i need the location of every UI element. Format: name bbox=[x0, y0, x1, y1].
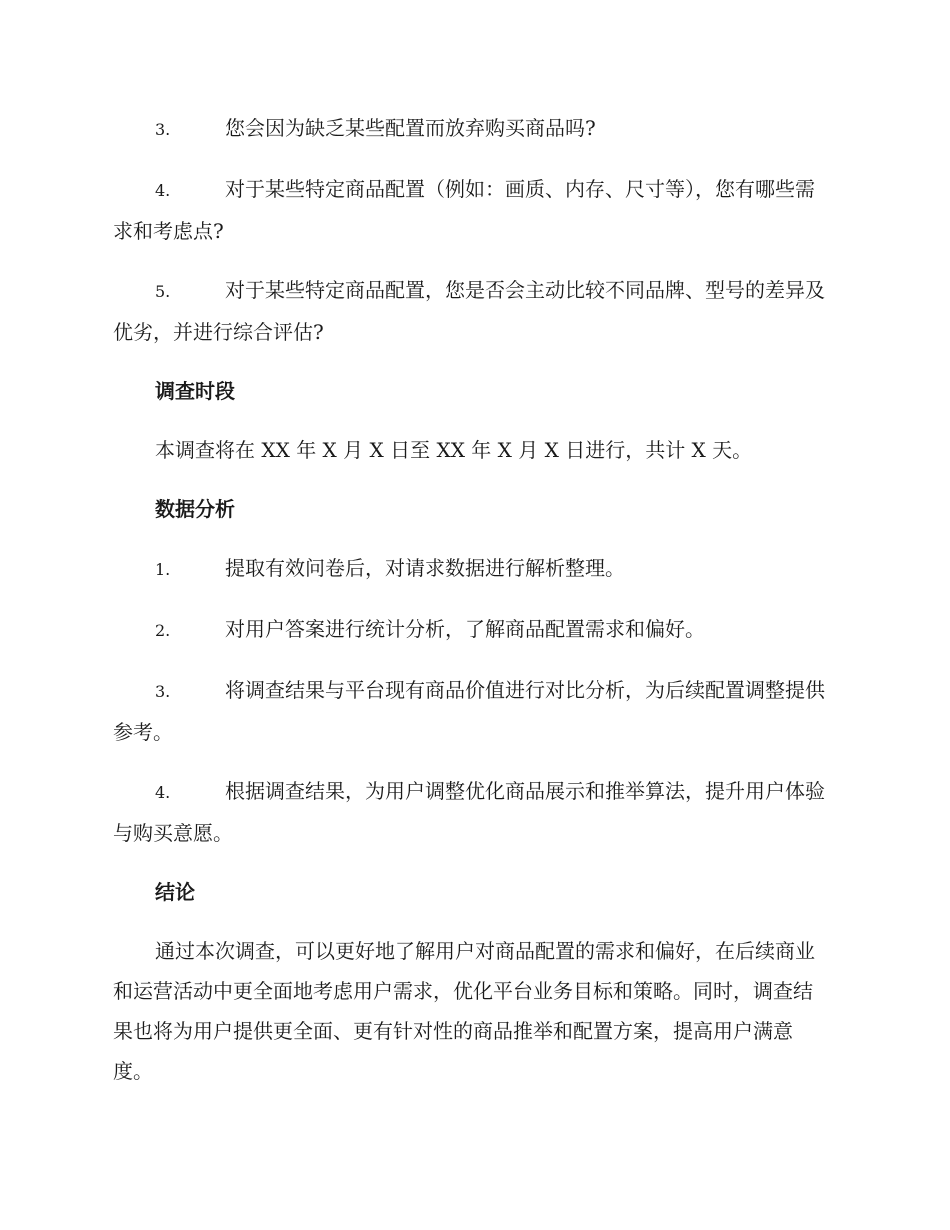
analysis-item-3 bbox=[113, 670, 832, 752]
list-text: 根据调查结果，为用户调整优化商品展示和推举算法，提升用户体验与购买意愿。 bbox=[113, 779, 825, 845]
question-item-3 bbox=[113, 108, 832, 150]
question-item-4 bbox=[113, 169, 832, 251]
list-number: 2. bbox=[155, 621, 171, 640]
list-number: 1. bbox=[155, 560, 171, 579]
analysis-item-1 bbox=[113, 548, 832, 590]
list-number: 5. bbox=[155, 282, 171, 301]
list-number: 4. bbox=[155, 783, 171, 802]
heading-data-analysis: 数据分析 bbox=[155, 497, 235, 521]
question-item-5 bbox=[113, 270, 832, 352]
list-number: 3. bbox=[155, 120, 171, 139]
heading-survey-period: 调查时段 bbox=[155, 379, 235, 403]
list-text: 对于某些特定商品配置（例如：画质、内存、尺寸等），您有哪些需求和考虑点? bbox=[113, 177, 815, 243]
list-number: 4. bbox=[155, 181, 171, 200]
list-number: 3. bbox=[155, 682, 171, 701]
analysis-item-2 bbox=[113, 609, 832, 651]
list-text: 提取有效问卷后，对请求数据进行解析整理。 bbox=[225, 556, 625, 580]
analysis-item-4 bbox=[113, 771, 832, 853]
list-text: 对于某些特定商品配置，您是否会主动比较不同品牌、型号的差异及优劣，并进行综合评估? bbox=[113, 278, 825, 344]
list-text: 将调查结果与平台现有商品价值进行对比分析，为后续配置调整提供参考。 bbox=[113, 678, 825, 744]
list-text: 您会因为缺乏某些配置而放弃购买商品吗? bbox=[225, 116, 596, 140]
conclusion-text: 通过本次调查，可以更好地了解用户对商品配置的需求和偏好，在后续商业和运营活动中更全面地考虑用户需求，优化平台业务目标和策略。同时，调查结果也将为用户提供更全面、更有针对性的商品推举和配置方案，提高用户满意度。 bbox=[113, 939, 815, 1083]
heading-conclusion: 结论 bbox=[155, 880, 195, 904]
survey-period-text: 本调查将在 XX 年 X 月 X 日至 XX 年 X 月 X 日进行，共计 X 天。 bbox=[155, 438, 753, 462]
list-text: 对用户答案进行统计分析，了解商品配置需求和偏好。 bbox=[225, 617, 705, 641]
